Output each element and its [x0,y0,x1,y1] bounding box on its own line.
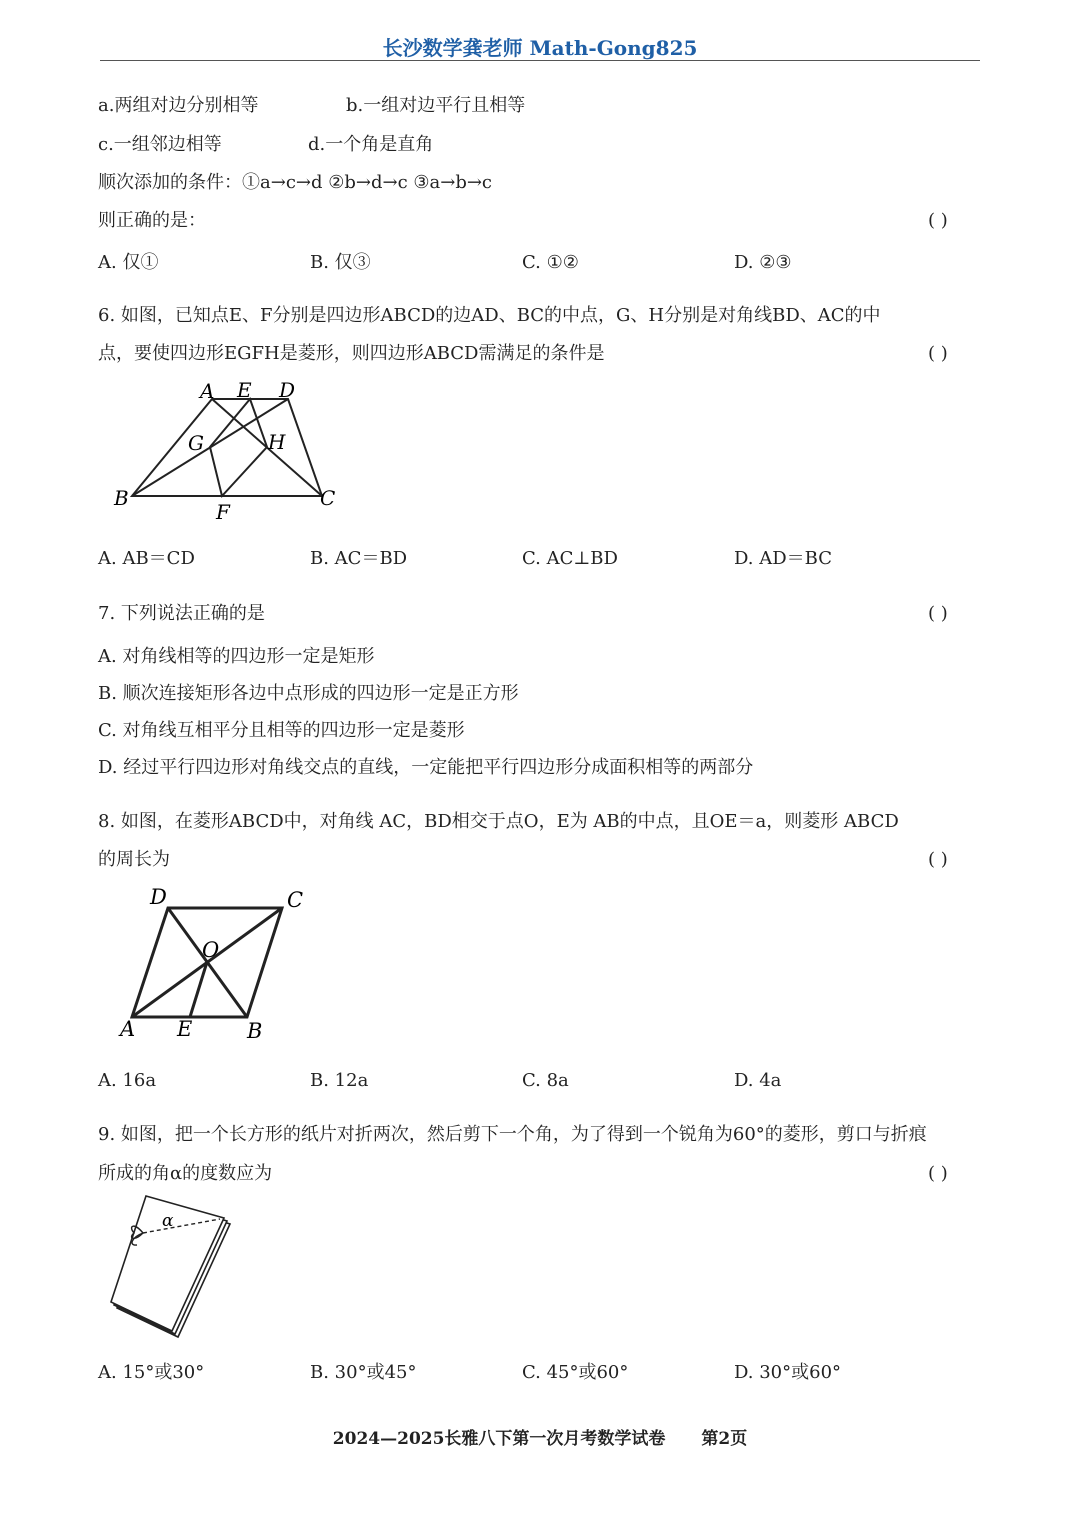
q6-quadrilateral-figure [110,375,350,525]
q5-condition-b: b.一组对边平行且相等 [346,95,526,116]
q9-stem-line2: 所成的角α的度数应为 [98,1163,273,1184]
q6-answer-paren: ( ) [928,343,948,364]
q9-option-a: A. 15°或30° [98,1362,205,1383]
q8-stem-line2: 的周长为 [98,849,170,870]
q5-option-c: C. ①② [522,252,579,273]
q6-label-g: G [188,431,204,455]
q6-label-e: E [237,378,252,402]
q8-stem-line1: 8. 如图，在菱形ABCD中，对角线 AC，BD相交于点O，E为 AB的中点，且OE＝a，则菱形 ABCD [98,811,899,832]
q6-option-c: C. AC⊥BD [522,548,618,569]
q6-label-d: D [279,378,296,402]
q8-rhombus-figure [110,880,340,1050]
q8-label-e: E [177,1017,193,1041]
q6-label-c: C [320,486,336,510]
q5-option-b: B. 仅③ [310,252,371,273]
q6-option-d: D. AD＝BC [734,548,832,569]
footer-title: 2024—2025长雅八下第一次月考数学试卷 [332,1429,666,1449]
q6-stem-line1: 6. 如图，已知点E、F分别是四边形ABCD的边AD、BC的中点，G、H分别是对角线BD、AC的中 [98,305,881,326]
q7-option-c: C. 对角线互相平分且相等的四边形一定是菱形 [98,720,465,741]
q9-folded-paper-figure [110,1190,250,1350]
q8-label-b: B [247,1019,263,1043]
q8-label-a: A [120,1017,136,1041]
q5-stem: 则正确的是： [98,210,206,231]
q8-answer-paren: ( ) [928,849,948,870]
q7-option-d: D. 经过平行四边形对角线交点的直线，一定能把平行四边形分成面积相等的两部分 [98,757,754,778]
q8-label-d: D [150,885,167,909]
q6-option-a: A. AB＝CD [98,548,195,569]
q5-condition-c: c.一组邻边相等 [98,134,222,155]
q7-stem: 7. 下列说法正确的是 [98,603,265,624]
page-header: 长沙数学龚老师 Math-Gong825 [382,36,698,60]
q8-option-b: B. 12a [310,1070,369,1091]
q5-option-d: D. ②③ [734,252,792,273]
q9-answer-paren: ( ) [928,1163,948,1184]
q5-order-line: 顺次添加的条件：①a→c→d ②b→d→c ③a→b→c [98,172,493,193]
page-footer [0,1424,1080,1449]
q7-option-a: A. 对角线相等的四边形一定是矩形 [98,646,375,667]
q7-option-b: B. 顺次连接矩形各边中点形成的四边形一定是正方形 [98,683,519,704]
q5-answer-paren: ( ) [928,210,948,231]
header-divider [100,60,980,61]
q5-option-a: A. 仅① [98,252,159,273]
q8-option-a: A. 16a [98,1070,157,1091]
q8-label-o: O [202,938,220,962]
q8-option-d: D. 4a [734,1070,782,1091]
q6-label-f: F [216,500,230,524]
q8-option-c: C. 8a [522,1070,569,1091]
q6-option-b: B. AC＝BD [310,548,408,569]
q8-label-c: C [287,888,304,912]
q5-condition-d: d.一个角是直角 [308,134,434,155]
q9-stem-line1: 9. 如图，把一个长方形的纸片对折两次，然后剪下一个角，为了得到一个锐角为60°的菱形，剪口与折痕 [98,1124,927,1145]
q9-option-d: D. 30°或60° [734,1362,842,1383]
q9-option-c: C. 45°或60° [522,1362,629,1383]
q5-condition-a: a.两组对边分别相等 [98,95,259,116]
q9-label-alpha: α [162,1211,174,1231]
q7-answer-paren: ( ) [928,603,948,624]
q6-label-h: H [268,430,286,454]
q9-option-b: B. 30°或45° [310,1362,417,1383]
footer-page-number: 第2页 [701,1429,748,1449]
q6-label-a: A [200,379,215,403]
q6-label-b: B [114,486,129,510]
q6-stem-line2: 点，要使四边形EGFH是菱形，则四边形ABCD需满足的条件是 [98,343,605,364]
